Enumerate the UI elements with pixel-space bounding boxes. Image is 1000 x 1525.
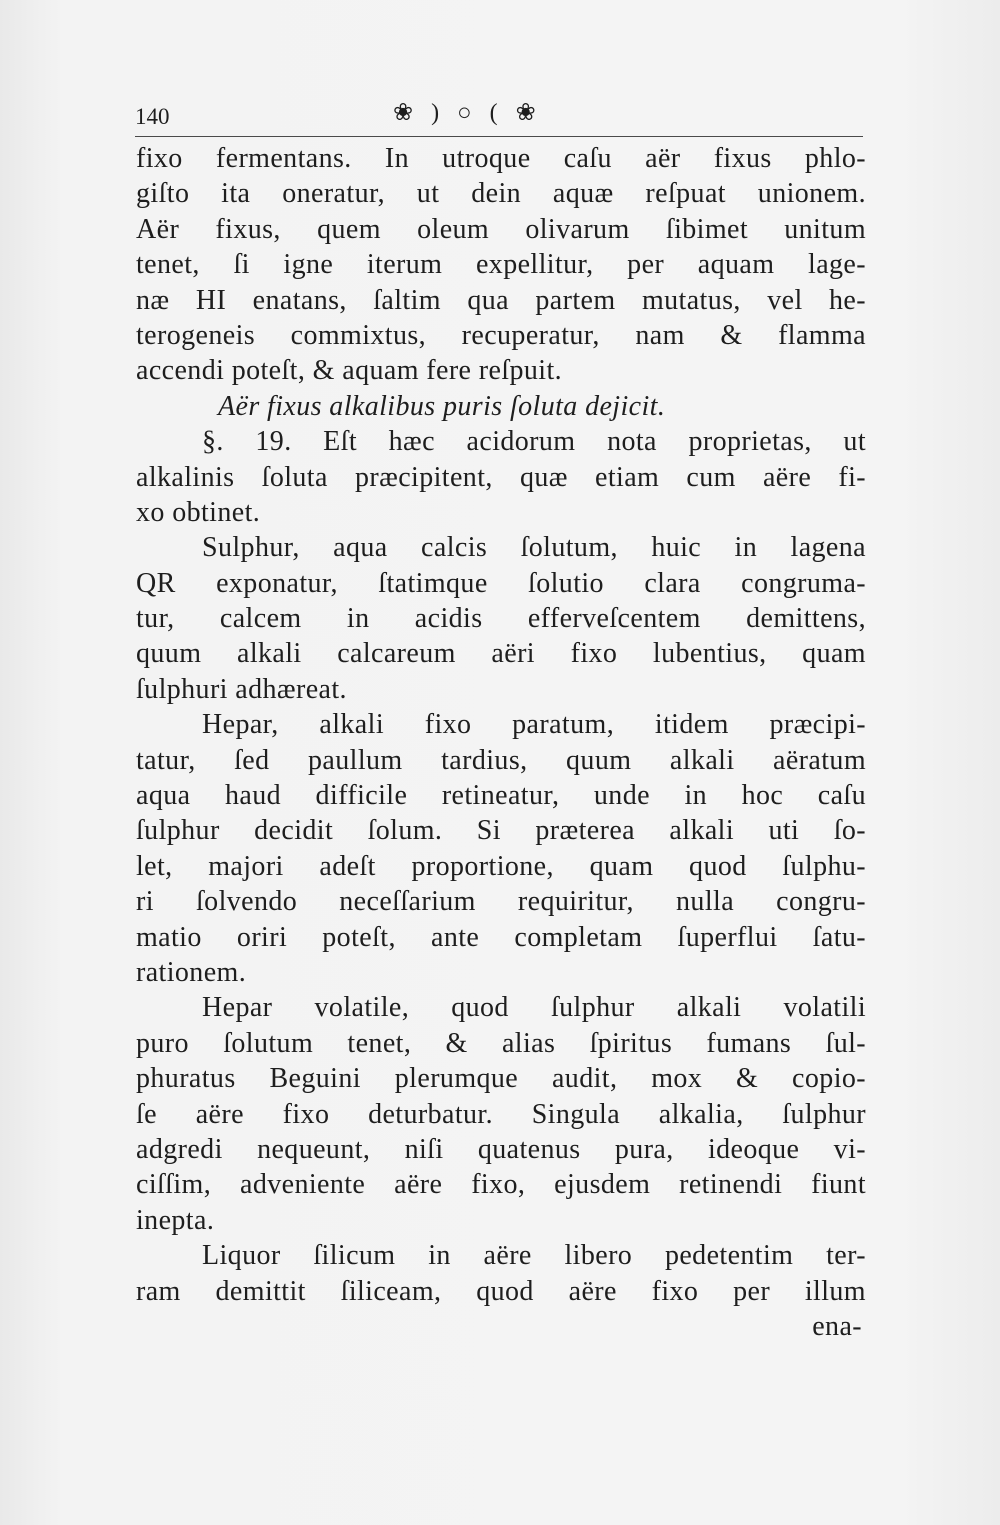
text-line: næ HI enatans, ſaltim qua partem mutatus, vel he- <box>136 284 866 316</box>
running-head <box>135 98 865 138</box>
text-line: terogeneis commixtus, recuperatur, nam & flamma <box>136 319 866 351</box>
text-line: Aër fixus, quem oleum olivarum ſibimet unitum <box>136 213 866 245</box>
text-line: aqua haud difficile retineatur, unde in hoc caſu <box>136 780 866 812</box>
text-line: inepta. <box>136 1204 215 1236</box>
text-line: ſulphur decidit ſolum. Si præterea alkali uti ſo- <box>136 815 866 847</box>
text-line: ram demittit ſiliceam, quod aëre fixo per illum <box>136 1275 866 1307</box>
text-line: matio oriri poteſt, ante completam ſuperflui ſatu- <box>136 921 866 953</box>
text-line: ri ſolvendo neceſſarium requiritur, nulla congru- <box>136 886 866 918</box>
catchword: ena- <box>812 1310 862 1342</box>
text-line: accendi poteſt, & aquam fere reſpuit. <box>136 355 563 387</box>
text-line: phuratus Beguini plerumque audit, mox & copio- <box>136 1063 866 1095</box>
text-line: Hepar volatile, quod ſulphur alkali volatili <box>202 992 866 1024</box>
text-line: giſto ita oneratur, ut dein aquæ reſpuat unionem. <box>136 178 866 210</box>
text-line: fixo fermentans. In utroque caſu aër fixus phlo- <box>136 143 866 174</box>
text-line: tenet, ſi igne iterum expellitur, per aquam lage- <box>136 249 866 281</box>
text-line: tur, calcem in acidis efferveſcentem demittens, <box>136 603 866 635</box>
text-line: alkalinis ſoluta præcipitent, quæ etiam cum aëre fi- <box>136 461 866 493</box>
header-rule <box>135 136 863 137</box>
text-line: puro ſolutum tenet, & alias ſpiritus fumans ſul- <box>136 1027 866 1059</box>
text-line: QR exponatur, ſtatimque ſolutio clara congruma- <box>136 567 866 599</box>
text-line: §. 19. Eſt hæc acidorum nota proprietas, ut <box>202 426 866 458</box>
text-line: ciſſim, adveniente aëre fixo, ejusdem retinendi fiunt <box>136 1169 866 1201</box>
section-heading: Aër fixus alkalibus puris ſoluta dejicit. <box>218 390 666 422</box>
text-line: Hepar, alkali fixo paratum, itidem præcipi- <box>202 709 866 741</box>
text-line: rationem. <box>136 956 247 988</box>
text-line: xo obtinet. <box>136 496 261 528</box>
text-line: ſe aëre fixo deturbatur. Singula alkalia, ſulphur <box>136 1098 866 1130</box>
page-number: 140 <box>135 104 170 129</box>
text-line: adgredi nequeunt, niſi quatenus pura, ideoque vi- <box>136 1133 866 1165</box>
text-line: quum alkali calcareum aëri fixo lubentius, quam <box>136 638 866 670</box>
text-line: ſulphuri adhæreat. <box>136 673 347 705</box>
text-line: Sulphur, aqua calcis ſolutum, huic in lagena <box>202 532 866 564</box>
text-line: Liquor ſilicum in aëre libero pedetentim ter- <box>202 1240 866 1272</box>
body-text <box>136 141 866 1344</box>
header-ornament: ❀ ) ○ ( ❀ <box>393 100 542 126</box>
text-line: let, majori adeſt proportione, quam quod ſulphu- <box>136 850 866 882</box>
text-line: tatur, ſed paullum tardius, quum alkali aëratum <box>136 744 866 776</box>
